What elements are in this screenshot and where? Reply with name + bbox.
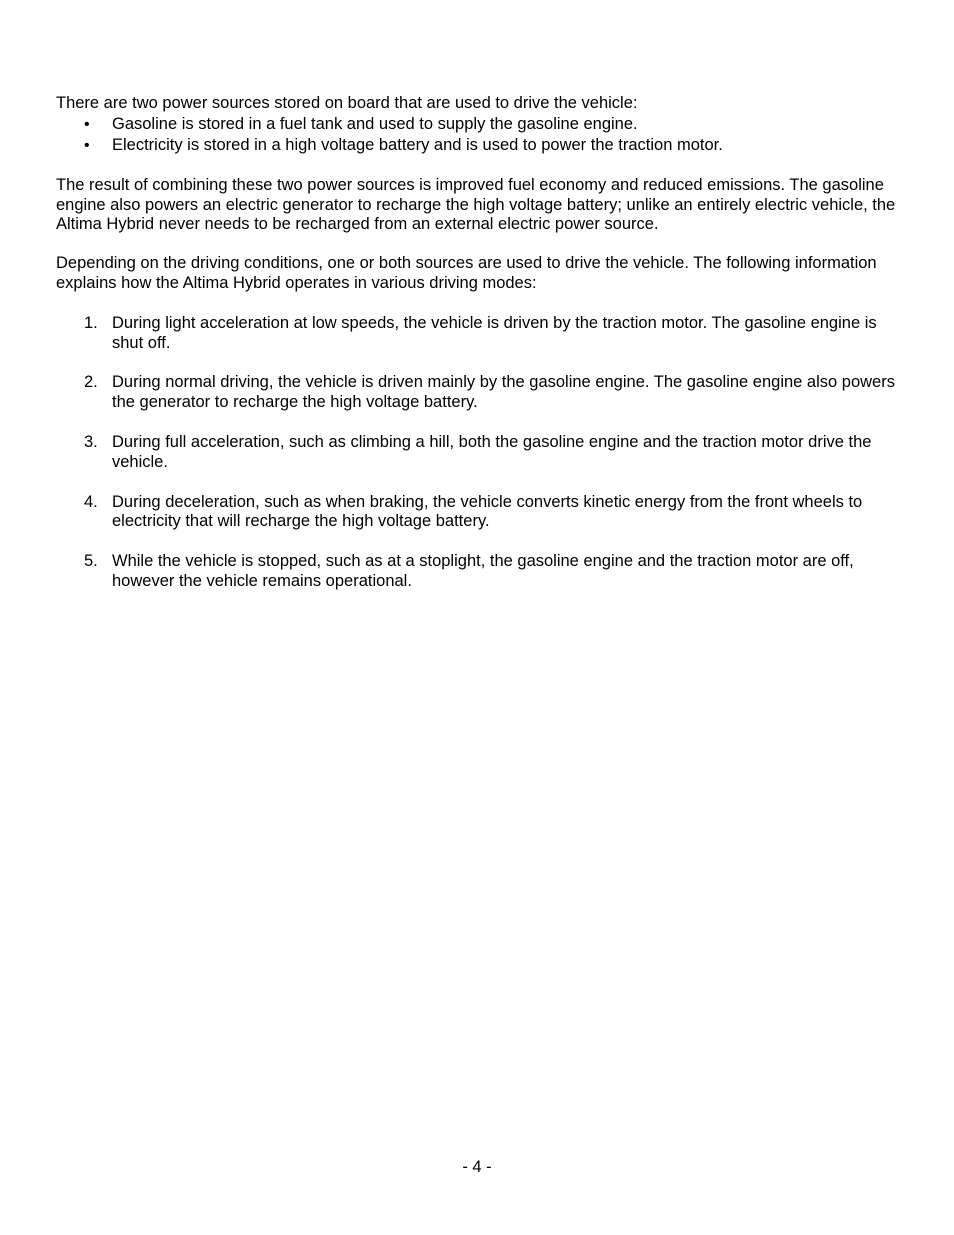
list-item — [56, 373, 902, 413]
modes-paragraph: Depending on the driving conditions, one or both sources are used to drive the vehicle. The following information explains how the Altima Hybrid operates in various driving modes: — [56, 254, 877, 293]
document-page — [56, 94, 902, 612]
list-item — [56, 493, 902, 533]
step-number: 2. — [84, 373, 98, 392]
list-item — [56, 115, 902, 135]
bullet-icon: • — [84, 115, 90, 133]
step-number: 5. — [84, 552, 98, 571]
step-text: During full acceleration, such as climbing a hill, both the gasoline engine and the traction motor drive the vehicle. — [112, 433, 872, 471]
step-number: 4. — [84, 492, 98, 511]
step-number: 3. — [84, 433, 98, 452]
list-item — [56, 433, 902, 473]
step-text: During light acceleration at low speeds, the vehicle is driven by the traction motor. The gasoline engine is shut off. — [112, 313, 877, 352]
step-text: While the vehicle is stopped, such as at a stoplight, the gasoline engine and the traction motor are off, however the vehicle remains operational. — [112, 552, 854, 591]
power-sources-list — [56, 115, 902, 156]
step-text: During deceleration, such as when braking, the vehicle converts kinetic energy from the front wheels to electricity that will recharge the high voltage battery. — [112, 492, 863, 531]
bullet-icon: • — [84, 137, 90, 155]
list-item — [56, 552, 902, 592]
step-text: During normal driving, the vehicle is driven mainly by the gasoline engine. The gasoline engine also powers the generator to recharge the high voltage battery. — [112, 373, 895, 412]
result-paragraph: The result of combining these two power sources is improved fuel economy and reduced emissions. The gasoline engine also powers an electric generator to recharge the high voltage battery; unlike an entirely electric vehicle, the Altima Hybrid never needs to be recharged from an external electric power source. — [56, 175, 896, 234]
page-number: - 4 - — [462, 1158, 492, 1176]
list-item — [56, 314, 902, 354]
list-item — [56, 136, 902, 156]
step-number: 1. — [84, 313, 98, 332]
list-item-text: Gasoline is stored in a fuel tank and used to supply the gasoline engine. — [112, 114, 638, 133]
list-item-text: Electricity is stored in a high voltage battery and is used to power the traction motor. — [112, 136, 723, 155]
intro-paragraph: There are two power sources stored on board that are used to drive the vehicle: — [56, 94, 638, 112]
driving-modes-list — [56, 314, 902, 592]
